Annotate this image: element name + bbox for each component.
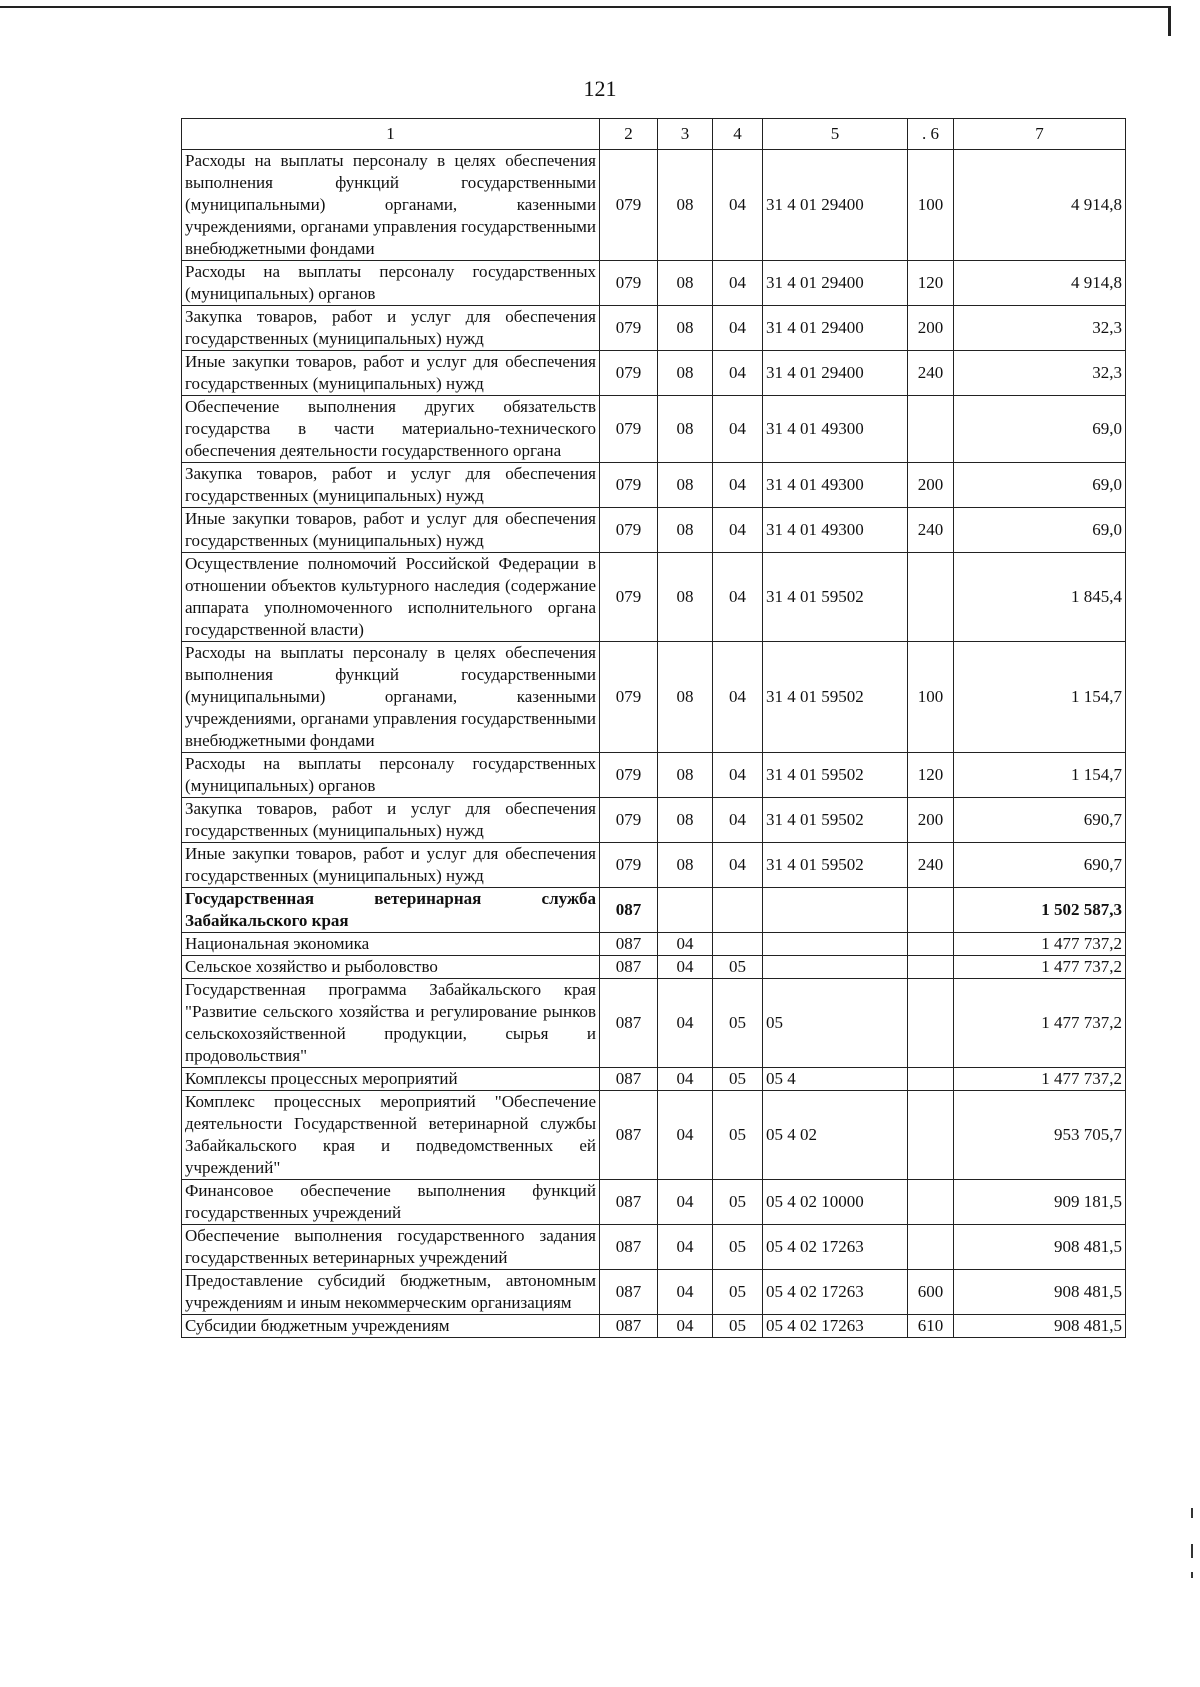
- row-grbs: 087: [600, 956, 658, 979]
- row-target-code: 31 4 01 49300: [763, 463, 908, 508]
- row-amount: 909 181,5: [954, 1180, 1126, 1225]
- row-section: 04: [658, 1225, 713, 1270]
- row-section: [658, 888, 713, 933]
- row-grbs: 087: [600, 1180, 658, 1225]
- table-row: [182, 553, 1126, 642]
- row-subsection: 04: [713, 396, 763, 463]
- header-row: [182, 119, 1126, 150]
- row-amount: 1 477 737,2: [954, 1068, 1126, 1091]
- row-expense-type: 240: [908, 508, 954, 553]
- table-row: [182, 798, 1126, 843]
- table-row: [182, 642, 1126, 753]
- row-target-code: 31 4 01 49300: [763, 396, 908, 463]
- row-amount: 4 914,8: [954, 150, 1126, 261]
- row-subsection: [713, 888, 763, 933]
- row-subsection: 04: [713, 843, 763, 888]
- col-header: 1: [182, 119, 600, 150]
- row-amount: 1 477 737,2: [954, 933, 1126, 956]
- row-grbs: 079: [600, 798, 658, 843]
- row-grbs: 079: [600, 508, 658, 553]
- row-expense-type: [908, 933, 954, 956]
- row-target-code: 31 4 01 29400: [763, 261, 908, 306]
- row-expense-type: [908, 979, 954, 1068]
- row-amount: 4 914,8: [954, 261, 1126, 306]
- row-section: 08: [658, 261, 713, 306]
- row-amount: 32,3: [954, 306, 1126, 351]
- table-row: [182, 956, 1126, 979]
- row-target-code: 05 4 02: [763, 1091, 908, 1180]
- row-target-code: [763, 956, 908, 979]
- table-row: [182, 1315, 1126, 1338]
- row-name: Расходы на выплаты персоналу государственных (муниципальных) органов: [182, 753, 600, 798]
- row-section: 08: [658, 798, 713, 843]
- row-target-code: 05 4 02 17263: [763, 1270, 908, 1315]
- row-name: Финансовое обеспечение выполнения функций государственных учреждений: [182, 1180, 600, 1225]
- row-expense-type: 120: [908, 261, 954, 306]
- row-amount: 1 502 587,3: [954, 888, 1126, 933]
- row-section: 04: [658, 1068, 713, 1091]
- row-target-code: 31 4 01 29400: [763, 306, 908, 351]
- table-row: [182, 261, 1126, 306]
- table-row: [182, 1068, 1126, 1091]
- row-section: 08: [658, 642, 713, 753]
- row-target-code: [763, 888, 908, 933]
- row-grbs: 079: [600, 396, 658, 463]
- row-section: 04: [658, 979, 713, 1068]
- row-name: Субсидии бюджетным учреждениям: [182, 1315, 600, 1338]
- row-amount: 69,0: [954, 463, 1126, 508]
- row-subsection: 04: [713, 642, 763, 753]
- row-target-code: 31 4 01 59502: [763, 553, 908, 642]
- row-target-code: 31 4 01 29400: [763, 150, 908, 261]
- row-subsection: 04: [713, 553, 763, 642]
- table-row: [182, 1091, 1126, 1180]
- col-header: 2: [600, 119, 658, 150]
- row-expense-type: 100: [908, 642, 954, 753]
- row-expense-type: [908, 1180, 954, 1225]
- row-subsection: 05: [713, 1068, 763, 1091]
- row-section: 08: [658, 150, 713, 261]
- row-expense-type: 200: [908, 798, 954, 843]
- row-name: Расходы на выплаты персоналу государственных (муниципальных) органов: [182, 261, 600, 306]
- row-section: 04: [658, 933, 713, 956]
- row-section: 08: [658, 753, 713, 798]
- row-section: 04: [658, 1315, 713, 1338]
- row-section: 08: [658, 508, 713, 553]
- row-section: 04: [658, 1270, 713, 1315]
- col-header: 3: [658, 119, 713, 150]
- row-section: 08: [658, 553, 713, 642]
- row-amount: 69,0: [954, 508, 1126, 553]
- row-target-code: 05 4: [763, 1068, 908, 1091]
- row-name: Иные закупки товаров, работ и услуг для обеспечения государственных (муниципальных) нужд: [182, 351, 600, 396]
- row-grbs: 079: [600, 150, 658, 261]
- col-header: . 6: [908, 119, 954, 150]
- row-expense-type: 240: [908, 351, 954, 396]
- row-grbs: 079: [600, 261, 658, 306]
- row-target-code: 05 4 02 17263: [763, 1315, 908, 1338]
- row-section: 04: [658, 1180, 713, 1225]
- row-amount: 690,7: [954, 843, 1126, 888]
- row-section: 08: [658, 843, 713, 888]
- row-target-code: 31 4 01 59502: [763, 798, 908, 843]
- row-amount: 690,7: [954, 798, 1126, 843]
- table-row: [182, 843, 1126, 888]
- row-expense-type: [908, 888, 954, 933]
- row-subsection: 04: [713, 351, 763, 396]
- col-header: 4: [713, 119, 763, 150]
- row-section: 08: [658, 306, 713, 351]
- row-subsection: 04: [713, 753, 763, 798]
- table-row: [182, 979, 1126, 1068]
- table-row: [182, 150, 1126, 261]
- budget-table: [181, 118, 1126, 1338]
- row-expense-type: [908, 1225, 954, 1270]
- row-amount: 32,3: [954, 351, 1126, 396]
- row-amount: 908 481,5: [954, 1225, 1126, 1270]
- row-target-code: 31 4 01 29400: [763, 351, 908, 396]
- row-expense-type: [908, 396, 954, 463]
- table-row: [182, 888, 1126, 933]
- table-row: [182, 1225, 1126, 1270]
- row-target-code: 31 4 01 49300: [763, 508, 908, 553]
- row-expense-type: [908, 1091, 954, 1180]
- row-grbs: 079: [600, 642, 658, 753]
- row-name: Закупка товаров, работ и услуг для обеспечения государственных (муниципальных) нужд: [182, 463, 600, 508]
- scan-edge-right: [1168, 6, 1171, 36]
- row-target-code: 05 4 02 10000: [763, 1180, 908, 1225]
- row-target-code: 31 4 01 59502: [763, 753, 908, 798]
- row-amount: 1 477 737,2: [954, 979, 1126, 1068]
- row-subsection: 04: [713, 150, 763, 261]
- table-row: [182, 1180, 1126, 1225]
- row-name: Осуществление полномочий Российской Федерации в отношении объектов культурного наследия (содержание аппарата уполномоченного исполнительного органа государственной власти): [182, 553, 600, 642]
- row-subsection: 05: [713, 956, 763, 979]
- row-name: Иные закупки товаров, работ и услуг для обеспечения государственных (муниципальных) нужд: [182, 843, 600, 888]
- row-expense-type: 120: [908, 753, 954, 798]
- table-row: [182, 463, 1126, 508]
- row-amount: 1 154,7: [954, 753, 1126, 798]
- row-section: 08: [658, 351, 713, 396]
- row-name: Сельское хозяйство и рыболовство: [182, 956, 600, 979]
- row-grbs: 087: [600, 888, 658, 933]
- row-subsection: 04: [713, 261, 763, 306]
- row-grbs: 079: [600, 351, 658, 396]
- row-grbs: 087: [600, 979, 658, 1068]
- scan-mark: [1191, 1544, 1193, 1558]
- row-grbs: 087: [600, 1225, 658, 1270]
- row-grbs: 087: [600, 1315, 658, 1338]
- row-name: Государственная программа Забайкальского края "Развитие сельского хозяйства и регулирование рынков сельскохозяйственной продукции, сырья и продовольствия": [182, 979, 600, 1068]
- row-amount: 953 705,7: [954, 1091, 1126, 1180]
- row-subsection: 04: [713, 508, 763, 553]
- row-expense-type: [908, 1068, 954, 1091]
- row-expense-type: 200: [908, 463, 954, 508]
- table-row: [182, 396, 1126, 463]
- row-subsection: 05: [713, 1225, 763, 1270]
- table-row: [182, 306, 1126, 351]
- row-target-code: 31 4 01 59502: [763, 843, 908, 888]
- row-grbs: 079: [600, 843, 658, 888]
- row-target-code: 05 4 02 17263: [763, 1225, 908, 1270]
- table-row: [182, 1270, 1126, 1315]
- table-row: [182, 508, 1126, 553]
- row-section: 04: [658, 956, 713, 979]
- row-name: Расходы на выплаты персоналу в целях обеспечения выполнения функций государственными (муниципальными) органами, казенными учреждениями, органами управления государственными внебюджетными фондами: [182, 150, 600, 261]
- col-header: 5: [763, 119, 908, 150]
- row-amount: 1 845,4: [954, 553, 1126, 642]
- row-subsection: [713, 933, 763, 956]
- row-amount: 908 481,5: [954, 1315, 1126, 1338]
- row-expense-type: 200: [908, 306, 954, 351]
- row-name: Комплекс процессных мероприятий "Обеспечение деятельности Государственной ветеринарной службы Забайкальского края и подведомственных ей учреждений": [182, 1091, 600, 1180]
- row-expense-type: 600: [908, 1270, 954, 1315]
- row-amount: 1 154,7: [954, 642, 1126, 753]
- page-number: 121: [583, 76, 617, 101]
- row-name: Обеспечение выполнения государственного задания государственных ветеринарных учреждений: [182, 1225, 600, 1270]
- row-expense-type: 240: [908, 843, 954, 888]
- row-name: Комплексы процессных мероприятий: [182, 1068, 600, 1091]
- row-name: Национальная экономика: [182, 933, 600, 956]
- row-grbs: 079: [600, 753, 658, 798]
- row-target-code: 31 4 01 59502: [763, 642, 908, 753]
- row-name: Закупка товаров, работ и услуг для обеспечения государственных (муниципальных) нужд: [182, 798, 600, 843]
- row-subsection: 05: [713, 1091, 763, 1180]
- row-name: Иные закупки товаров, работ и услуг для обеспечения государственных (муниципальных) нужд: [182, 508, 600, 553]
- table-row: [182, 933, 1126, 956]
- row-subsection: 05: [713, 1270, 763, 1315]
- row-name: Обеспечение выполнения других обязательств государства в части материально-технического обеспечения деятельности государственного органа: [182, 396, 600, 463]
- table-row: [182, 351, 1126, 396]
- scan-mark: [1191, 1572, 1193, 1578]
- row-section: 08: [658, 463, 713, 508]
- row-section: 08: [658, 396, 713, 463]
- row-name: Расходы на выплаты персоналу в целях обеспечения выполнения функций государственными (муниципальными) органами, казенными учреждениями, органами управления государственными внебюджетными фондами: [182, 642, 600, 753]
- col-header: 7: [954, 119, 1126, 150]
- row-expense-type: [908, 956, 954, 979]
- table-row: [182, 753, 1126, 798]
- row-grbs: 079: [600, 306, 658, 351]
- row-subsection: 04: [713, 798, 763, 843]
- row-name: Государственная ветеринарная служба Забайкальского края: [182, 888, 600, 933]
- row-expense-type: [908, 553, 954, 642]
- row-amount: 1 477 737,2: [954, 956, 1126, 979]
- row-target-code: 05: [763, 979, 908, 1068]
- row-subsection: 04: [713, 306, 763, 351]
- row-subsection: 05: [713, 979, 763, 1068]
- row-grbs: 087: [600, 1270, 658, 1315]
- row-name: Предоставление субсидий бюджетным, автономным учреждениям и иным некоммерческим организациям: [182, 1270, 600, 1315]
- row-subsection: 05: [713, 1180, 763, 1225]
- row-section: 04: [658, 1091, 713, 1180]
- row-grbs: 087: [600, 933, 658, 956]
- row-name: Закупка товаров, работ и услуг для обеспечения государственных (муниципальных) нужд: [182, 306, 600, 351]
- scan-edge-top: [0, 6, 1170, 8]
- row-grbs: 087: [600, 1091, 658, 1180]
- row-expense-type: 610: [908, 1315, 954, 1338]
- row-subsection: 04: [713, 463, 763, 508]
- row-target-code: [763, 933, 908, 956]
- row-subsection: 05: [713, 1315, 763, 1338]
- row-grbs: 079: [600, 553, 658, 642]
- scan-mark: [1191, 1508, 1193, 1518]
- row-amount: 69,0: [954, 396, 1126, 463]
- row-expense-type: 100: [908, 150, 954, 261]
- row-grbs: 079: [600, 463, 658, 508]
- row-grbs: 087: [600, 1068, 658, 1091]
- row-amount: 908 481,5: [954, 1270, 1126, 1315]
